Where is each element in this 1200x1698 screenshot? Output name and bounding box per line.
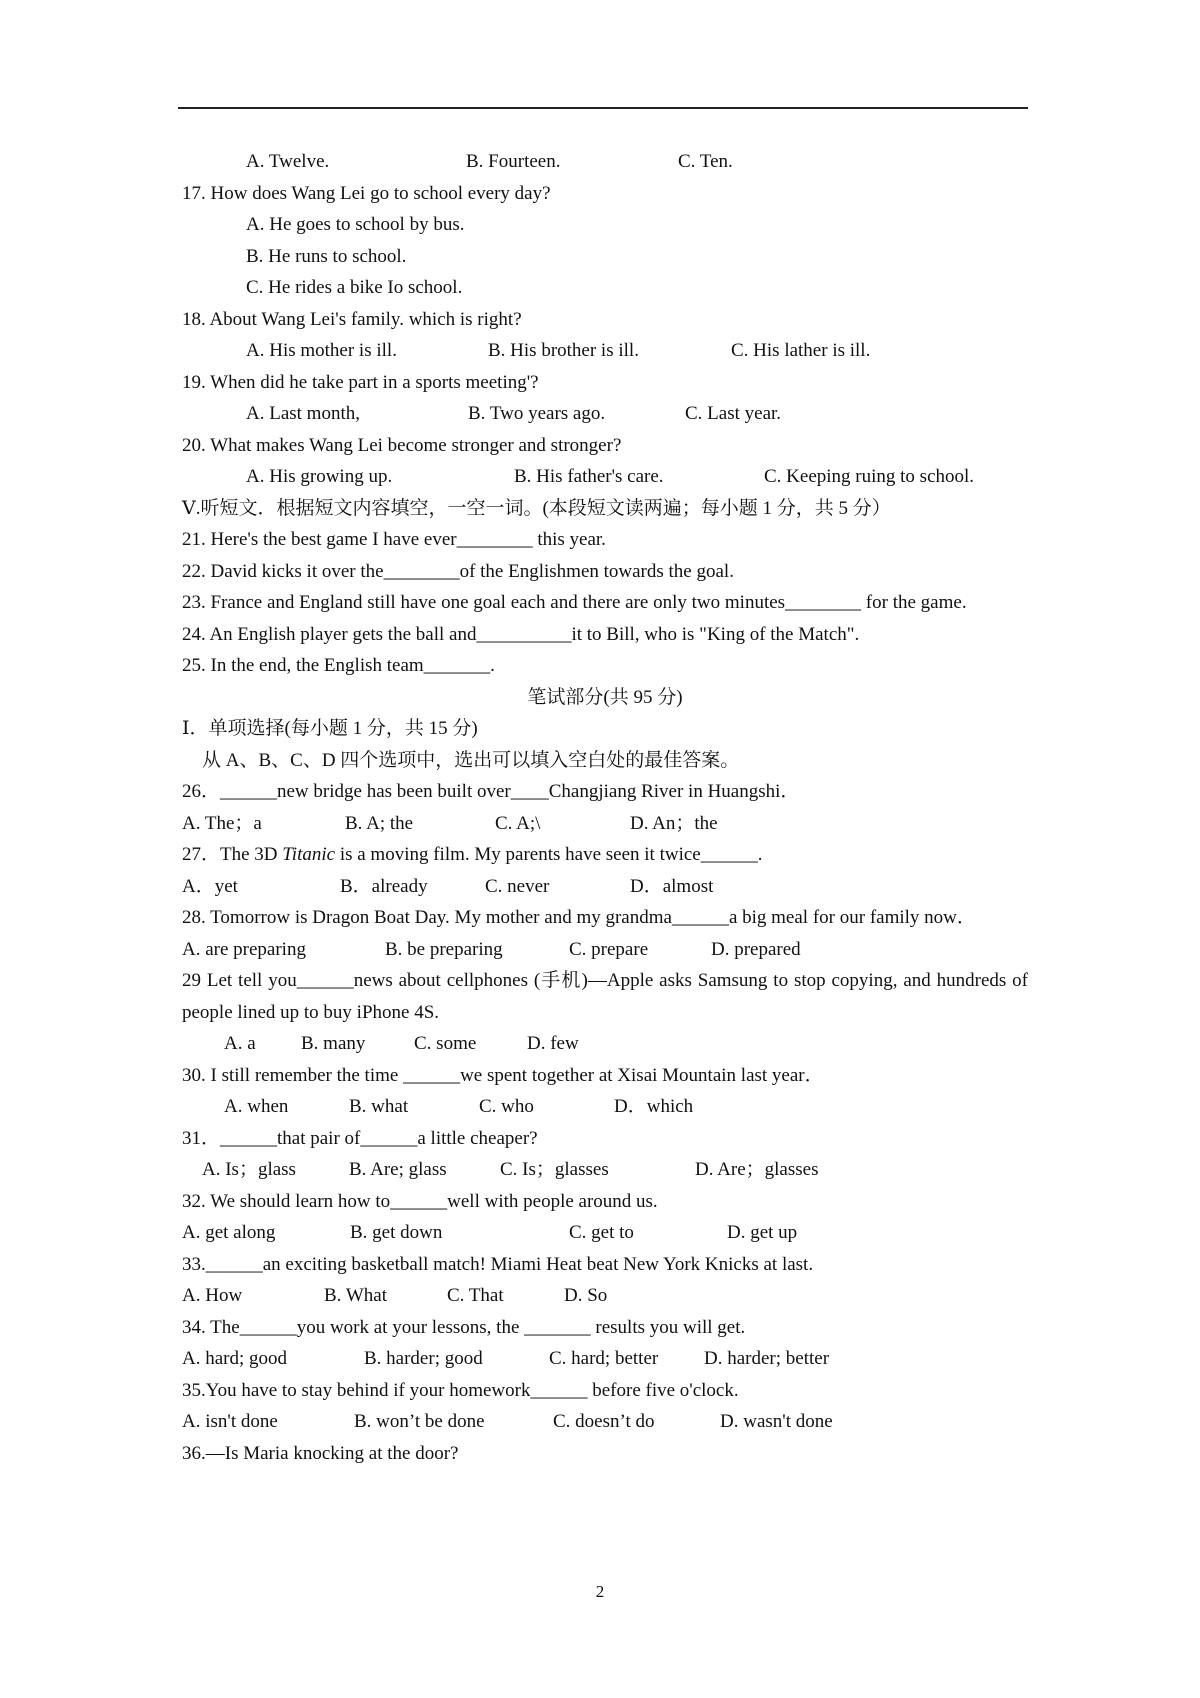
q33-option-b: B. What (324, 1285, 387, 1306)
q27-option-c: C. never (485, 875, 550, 897)
q30-stem: 30. I still remember the time ______we spent together at Xisai Mountain last year． (182, 1064, 824, 1086)
q32-options (182, 1217, 1028, 1249)
q24: 24. An English player gets the ball and__________it to Bill, who is "King of the Match". (182, 623, 860, 645)
header-rule (178, 107, 1028, 109)
section-5-title: Ⅴ.听短文．根据短文内容填空，一空一词。(本段短文读两遍；每小题 1 分，共 5 分） (182, 497, 891, 519)
q33-option-a: A. How (182, 1285, 243, 1306)
section-1-instruction: 从 A、B、C、D 四个选项中，选出可以填入空白处的最佳答案。 (202, 749, 740, 771)
q26-options (182, 808, 1028, 840)
q35-option-a: A. isn't done (182, 1411, 278, 1432)
q17-option-a: A. He goes to school by bus. (246, 214, 465, 235)
q22: 22. David kicks it over the________of the Englishmen towards the goal. (182, 560, 734, 582)
q20-options (182, 461, 1028, 493)
q29-stem: 29 Let tell you______news about cellphones (手机)—Apple asks Samsung to stop copying, and hundreds of people lined up to buy iPhone 4S. (182, 970, 1028, 1023)
q16-option-b: B. Fourteen. (466, 151, 561, 172)
q18-stem: 18. About Wang Lei's family. which is right? (182, 308, 522, 330)
q29-options (182, 1028, 1028, 1060)
q27-stem (182, 839, 1028, 871)
q27-stem-end: is a moving film. My parents have seen it twice______. (335, 844, 763, 865)
q28-stem: 28. Tomorrow is Dragon Boat Day. My mother and my grandma______a big meal for our family now． (182, 907, 976, 928)
q31-option-c: C. Is；glasses (500, 1159, 609, 1180)
q25: 25. In the end, the English team_______. (182, 655, 495, 676)
q20-option-c: C. Keeping ruing to school. (764, 466, 975, 487)
q32-option-c: C. get to (569, 1222, 634, 1243)
q27-option-a: A．yet (182, 875, 238, 897)
q26-option-d: D. An；the (630, 812, 718, 834)
q31-option-b: B. Are; glass (349, 1159, 447, 1180)
q19-option-c: C. Last year. (685, 403, 782, 424)
q18-option-c: C. His lather is ill. (731, 340, 871, 361)
q17-option-c: C. He rides a bike Io school. (246, 277, 463, 298)
q27-options (182, 871, 1028, 903)
q31-options (182, 1154, 1028, 1186)
q30-option-c: C. who (479, 1096, 534, 1117)
q35-options (182, 1406, 1028, 1438)
written-part-title: 笔试部分(共 95 分) (527, 686, 683, 708)
q17-option-b: B. He runs to school. (246, 245, 407, 267)
q19-option-a: A. Last month, (246, 403, 360, 424)
q32-stem: 32. We should learn how to______well with people around us. (182, 1190, 658, 1212)
q21: 21. Here's the best game I have ever________ this year. (182, 529, 606, 550)
q35-option-d: D. wasn't done (720, 1411, 833, 1432)
q29-option-d: D. few (527, 1033, 579, 1054)
q20-option-a: A. His growing up. (246, 466, 393, 487)
q28-option-d: D. prepared (711, 938, 801, 960)
q29-option-b: B. many (301, 1033, 366, 1054)
q34-option-c: C. hard; better (549, 1348, 659, 1369)
q20-stem: 20. What makes Wang Lei become stronger and stronger? (182, 434, 622, 456)
q28-options (182, 934, 1028, 966)
q35-option-c: C. doesn’t do (553, 1411, 655, 1432)
q29-option-c: C. some (414, 1033, 477, 1054)
q29-option-a: A. a (224, 1033, 256, 1054)
q28-option-b: B. be preparing (385, 938, 503, 960)
q30-option-d: D．which (614, 1096, 694, 1117)
q33-option-d: D. So (564, 1285, 608, 1306)
q33-options (182, 1280, 1028, 1312)
q36-stem: 36.—Is Maria knocking at the door? (182, 1442, 459, 1464)
q19-stem: 19. When did he take part in a sports meeting'? (182, 371, 539, 393)
q19-options (182, 398, 1028, 430)
q27-option-b: B．already (340, 875, 428, 897)
q18-option-a: A. His mother is ill. (246, 340, 397, 361)
q26-option-c: C. A;\ (495, 812, 541, 834)
q16-option-a: A. Twelve. (246, 151, 330, 172)
q27-option-d: D．almost (630, 875, 714, 897)
q26-option-b: B. A; the (345, 812, 414, 834)
q31-option-d: D. Are；glasses (695, 1159, 819, 1180)
section-1-title: Ⅰ．单项选择(每小题 1 分，共 15 分) (182, 718, 478, 739)
q28-option-a: A. are preparing (182, 938, 306, 960)
q30-option-b: B. what (349, 1096, 409, 1117)
q18-option-b: B. His brother is ill. (488, 340, 639, 361)
q34-option-a: A. hard; good (182, 1348, 288, 1369)
q26-stem: 26．______new bridge has been built over____Changjiang River in Huangshi． (182, 781, 800, 802)
q23: 23. France and England still have one goal each and there are only two minutes________ for the game. (182, 592, 967, 613)
q34-option-d: D. harder; better (704, 1348, 830, 1369)
q35-stem: 35.You have to stay behind if your homework______ before five o'clock. (182, 1379, 739, 1401)
q35-option-b: B. won’t be done (354, 1411, 485, 1432)
q30-option-a: A. when (224, 1096, 289, 1117)
q32-option-b: B. get down (350, 1222, 443, 1243)
q30-options (182, 1091, 1028, 1123)
q16-option-c: C. Ten. (678, 151, 733, 172)
q33-option-c: C. That (447, 1285, 504, 1306)
exam-page-content (182, 146, 1028, 1469)
q26-option-a: A. The；a (182, 812, 262, 834)
q20-option-b: B. His father's care. (514, 466, 664, 487)
q17-stem: 17. How does Wang Lei go to school every day? (182, 182, 551, 204)
q27-stem-start: 27．The 3D (182, 844, 283, 865)
q31-stem: 31．______that pair of______a little cheaper? (182, 1127, 538, 1149)
q16-options (182, 146, 1028, 178)
q34-options (182, 1343, 1028, 1375)
page-number: 2 (595, 1582, 605, 1601)
q32-option-d: D. get up (727, 1222, 798, 1243)
q28-option-c: C. prepare (569, 938, 649, 960)
q19-option-b: B. Two years ago. (468, 403, 606, 424)
q27-film-title: Titanic (282, 844, 336, 865)
q18-options (182, 335, 1028, 367)
q32-option-a: A. get along (182, 1222, 276, 1243)
q34-option-b: B. harder; good (364, 1348, 483, 1369)
q33-stem: 33.______an exciting basketball match! Miami Heat beat New York Knicks at last. (182, 1253, 814, 1275)
q31-option-a: A. Is；glass (202, 1159, 296, 1180)
q34-stem: 34. The______you work at your lessons, the _______ results you will get. (182, 1316, 746, 1338)
